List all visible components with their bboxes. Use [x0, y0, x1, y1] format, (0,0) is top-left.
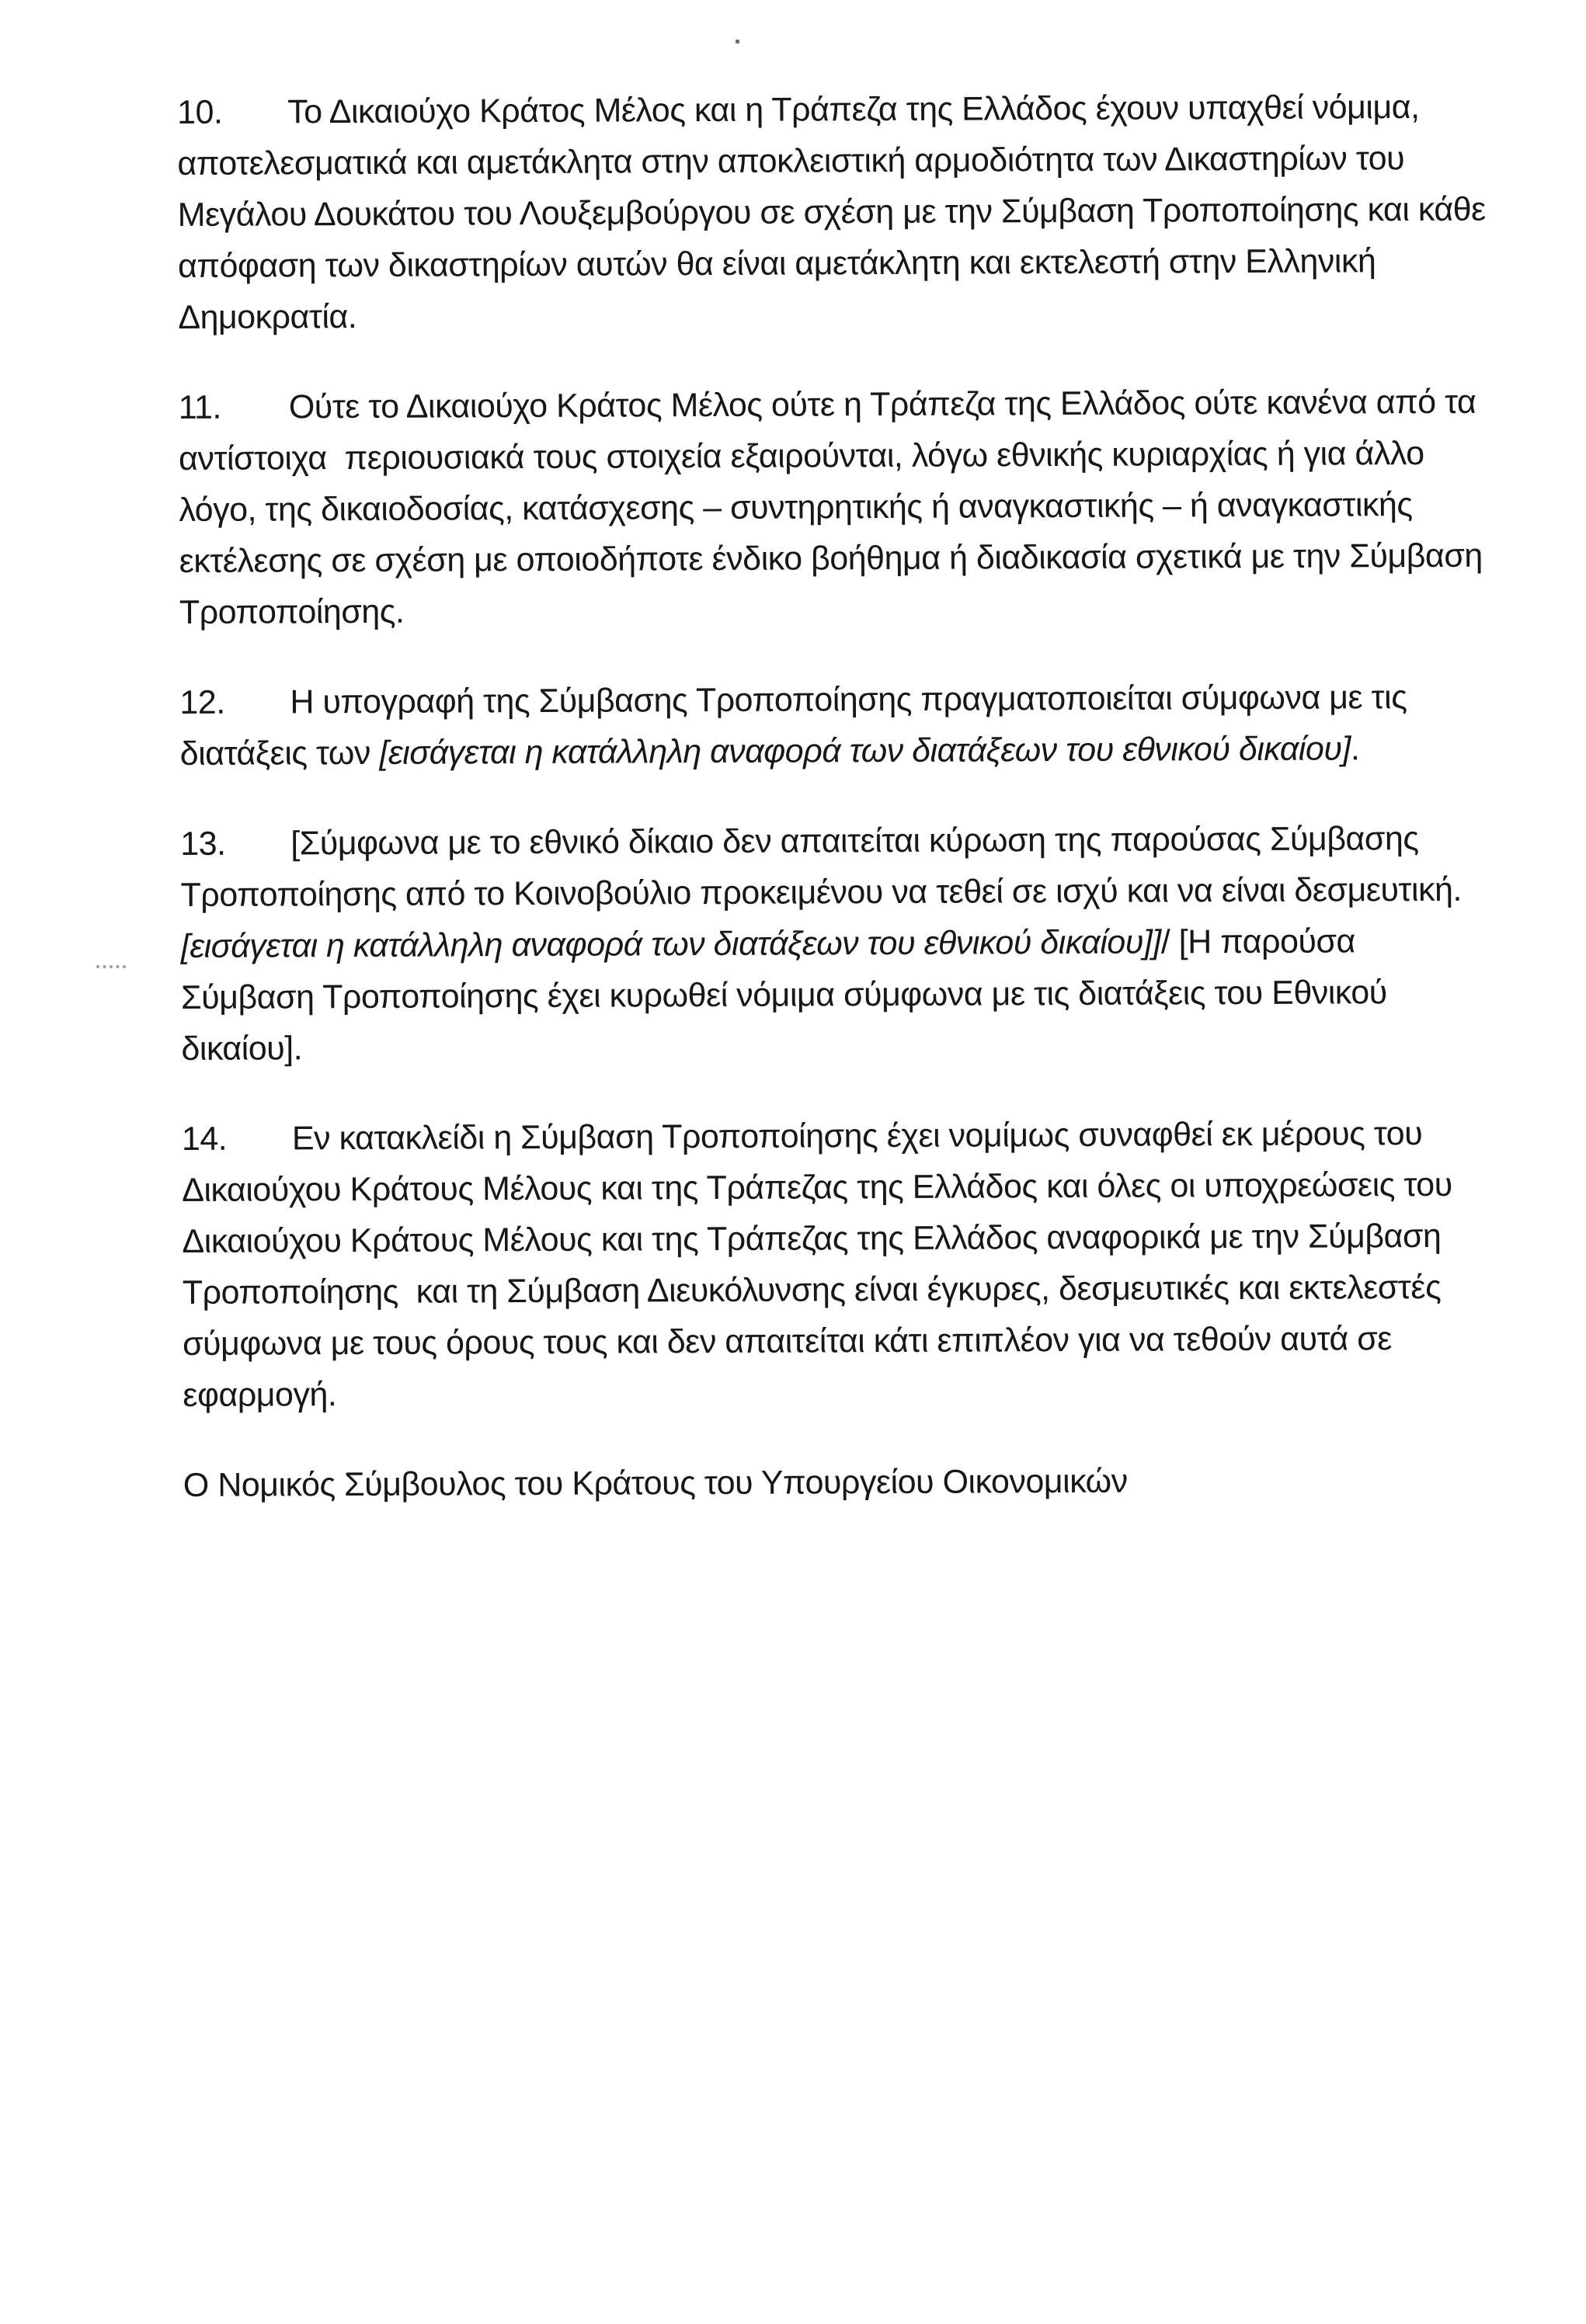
scan-dotted-artifact [96, 965, 126, 968]
text-segment: Δικαιούχου Κράτους Μέλους και της Τράπεζας της Ελλάδος αναφορικά με την Σύμβαση [182, 1217, 1442, 1260]
text-line [180, 722, 1516, 780]
text-segment: διατάξεις των [179, 734, 380, 773]
italic-text-segment: [εισάγεται η κατάλληλη αναφορά των διατάξεων του εθνικού δικαίου]] [180, 923, 1161, 965]
text-line [183, 1363, 1518, 1421]
italic-text-segment: [εισάγεται η κατάλληλη αναφορά των διατάξεων του εθνικού δικαίου] [379, 730, 1351, 772]
text-line [178, 286, 1514, 343]
text-line [182, 1210, 1518, 1267]
text-segment: αντίστοιχα περιουσιακά τους στοιχεία εξαιρούνται, λόγω εθνικής κυριαρχίας ή για άλλο [178, 434, 1424, 478]
text-line [177, 81, 1513, 138]
text-segment: εκτέλεσης σε σχέση με οποιοδήποτε ένδικο βοήθημα ή διαδικασία σχετικά με την Σύμβαση [179, 537, 1483, 580]
paragraph-10 [177, 81, 1514, 343]
paragraph-number: 14. [181, 1120, 228, 1158]
text-segment: Δημοκρατία. [178, 297, 357, 336]
text-line [181, 966, 1517, 1023]
text-segment: Η υπογραφή της Σύμβασης Τροποποίησης πραγματοποιείται σύμφωνα με τις [290, 679, 1407, 721]
text-line [179, 478, 1515, 536]
text-line [178, 183, 1514, 241]
paragraph-12 [179, 671, 1516, 780]
text-segment: Μεγάλου Δουκάτου του Λουξεμβούργου σε σχέση με την Σύμβαση Τροποποίησης και κάθε [177, 190, 1486, 234]
text-segment: Ούτε το Δικαιούχο Κράτος Μέλος ούτε η Τράπεζα της Ελλάδος ούτε κανένα από τα [288, 383, 1476, 426]
text-line [179, 530, 1515, 587]
text-line [182, 1159, 1518, 1216]
closing-line: Ο Νομικός Σύμβουλος του Κράτους του Υπουργείου Οικονομικών [183, 1462, 1128, 1504]
text-segment: Τροποποίησης από το Κοινοβούλιο προκειμένου να τεθεί σε ισχύ και να είναι δεσμευτική. [180, 870, 1462, 914]
paragraph-number: 12. [179, 683, 225, 721]
text-line [178, 234, 1514, 292]
text-line [179, 671, 1515, 728]
text-segment: σύμφωνα με τους όρους τους και δεν απαιτείται κάτι επιπλέον για να τεθούν αυτά σε [182, 1320, 1393, 1363]
text-line [183, 1312, 1518, 1370]
paragraph-11 [179, 376, 1515, 638]
paragraph-number: 13. [180, 825, 226, 863]
text-segment: δικαίου]. [181, 1030, 303, 1068]
text-segment: [Σύμφωνα με το εθνικό δίκαιο δεν απαιτείται κύρωση της παρούσας Σύμβασης [290, 820, 1419, 863]
text-segment: απόφαση των δικαστηρίων αυτών θα είναι αμετάκλητη και εκτελεστή στην Ελληνική [177, 242, 1376, 285]
document-content [177, 81, 1519, 1510]
text-segment: Το Δικαιούχο Κράτος Μέλος και η Τράπεζα της Ελλάδος έχουν υπαχθεί νόμιμα, [287, 89, 1420, 131]
text-line [183, 1261, 1518, 1318]
text-segment: Τροποποίησης. [179, 592, 405, 631]
text-segment: Εν κατακλείδι η Σύμβαση Τροποποίησης έχει νομίμως συναφθεί εκ μέρους του [291, 1115, 1423, 1158]
text-segment: λόγο, της δικαιοδοσίας, κατάσχεσης – συντηρητικής ή αναγκαστικής – ή αναγκαστικής [179, 486, 1413, 529]
scan-speck-artifact [736, 40, 739, 43]
text-line [180, 863, 1516, 921]
paragraph-number: 10. [177, 93, 223, 131]
paragraph-13 [180, 812, 1517, 1075]
text-line [180, 812, 1516, 870]
text-line [182, 1107, 1518, 1165]
text-line [181, 1017, 1517, 1075]
text-line [179, 581, 1515, 638]
text-segment: εφαρμογή. [183, 1376, 337, 1414]
text-segment: / [Η παρούσα [1160, 922, 1355, 961]
text-segment: . [1350, 730, 1360, 768]
text-line [177, 132, 1513, 189]
text-segment: Σύμβαση Τροποποίησης έχει κυρωθεί νόμιμα σύμφωνα με τις διατάξεις του Εθνικού [181, 974, 1387, 1016]
text-segment: Δικαιούχου Κράτους Μέλους και της Τράπεζας της Ελλάδος και όλες οι υποχρεώσεις του [182, 1165, 1452, 1209]
text-segment: Τροποποίησης και τη Σύμβαση Διευκόλυνσης είναι έγκυρες, δεσμευτικές και εκτελεστές [182, 1268, 1442, 1311]
text-line [179, 376, 1515, 433]
text-line [181, 915, 1517, 972]
text-segment: αποτελεσματικά και αμετάκλητα στην αποκλειστική αρμοδιότητα των Δικαστηρίων του [177, 140, 1405, 182]
paragraph-number: 11. [178, 388, 221, 426]
paragraph-14 [182, 1107, 1519, 1421]
text-line [179, 427, 1515, 485]
